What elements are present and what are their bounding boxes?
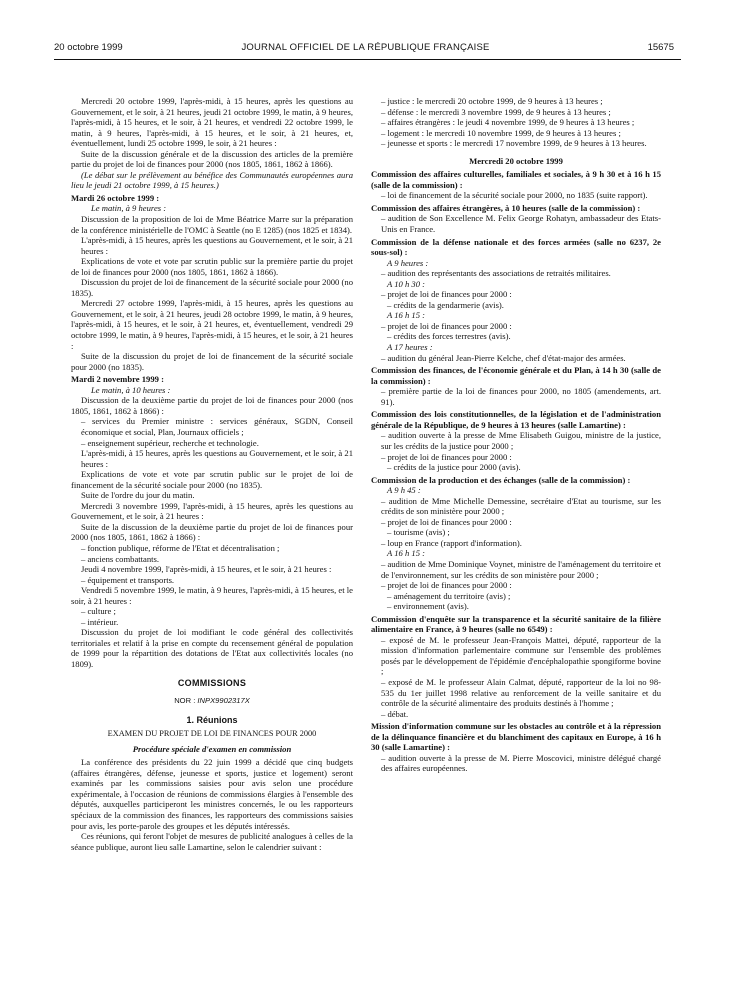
paragraph: Mercredi 27 octobre 1999, l'après-midi, à 15 heures, après les questions au Gouvernement, et le soir, à 21 heures, jeudi 28 octobre 1999, le matin, à 9 heures, l'après-midi, à 15 heures, et le soir, à 21 heures, et, éventuellement, vendredi 29 octobre 1999, le matin, à 9 heures, l'après-midi, à 15 heures, et le soir, à 21 heures : [71,298,353,351]
reunions-title: 1. Réunions [186,714,238,725]
paragraph: Discussion de la proposition de loi de Mme Béatrice Marre sur la préparation de la conférence ministérielle de l'OMC à Seattle (no E 1285) (nos 1825 et 1834). [71,214,353,235]
list-item: – anciens combattants. [81,553,160,564]
time-line: A 17 heures : [387,342,433,353]
paragraph: L'après-midi, à 15 heures, après les questions au Gouvernement, et le soir, à 21 heures : [81,448,353,469]
list-item: – intérieur. [81,616,119,627]
paragraph: Mercredi 20 octobre 1999, l'après-midi, à 15 heures, après les questions au Gouvernement, et le soir, à 21 heures, jeudi 21 octobre 1999, le matin, à 9 heures, l'après-midi, à 15 heures, et le soir, à 21 heures, et vendredi 22 octobre 1999, le matin, à 9 heures, l'après-midi, à 15 heures, et le soir, à 21 heures, et, éventuellement, lundi 25 octobre 1999, le soir, à 21 heures : [71,96,353,149]
agenda-item: – première partie de la loi de finances pour 2000, no 1805 (amendements, art. 91). [381,386,661,407]
agenda-subitem: – tourisme (avis) ; [387,527,450,538]
calendar-item: – affaires étrangères : le jeudi 4 novembre 1999, de 9 heures à 13 heures ; [381,117,635,128]
header-date: 20 octobre 1999 [54,42,123,53]
calendar-item: – défense : le mercredi 3 novembre 1999, de 9 heures à 13 heures ; [381,106,611,117]
paragraph: Suite de la discussion du projet de loi de financement de la sécurité sociale pour 2000 (no 1835). [71,351,353,372]
paragraph: Vendredi 5 novembre 1999, le matin, à 9 heures, l'après-midi, à 15 heures, et le soir, à 21 heures : [71,585,353,606]
page-number: 15675 [647,42,674,53]
list-item: – équipement et transports. [81,574,175,585]
paragraph: Discussion du projet de loi modifiant le code général des collectivités territoriales et relatif à la prise en compte du recensement général de population de 1999 pour la répartition des dotations de l'Etat aux collectivités locales (no 1809). [71,627,353,669]
list-item: – culture ; [81,606,116,617]
list-item: – services du Premier ministre : services généraux, SGDN, Conseil économique et social, Plan, Journaux officiels ; [81,416,353,437]
agenda-item: – projet de loi de finances pour 2000 : [381,516,512,527]
commission-heading: Commission des finances, de l'économie générale et du Plan, à 14 h 30 (salle de la commission) : [371,365,661,386]
paragraph: Jeudi 4 novembre 1999, l'après-midi, à 15 heures, et le soir, à 21 heures : [81,564,332,575]
header-rule [54,59,681,60]
list-item: – enseignement supérieur, recherche et technologie. [81,437,259,448]
examen-title: EXAMEN DU PROJET DE LOI DE FINANCES POUR 2000 [107,729,317,739]
procedure-title: Procédure spéciale d'examen en commission [132,743,292,754]
paragraph: Discussion du projet de loi de financement de la sécurité sociale pour 2000 (no 1835). [71,277,353,298]
nor-code: INPX9902317X [197,696,250,706]
paragraph: Discussion de la deuxième partie du projet de loi de finances pour 2000 (nos 1805, 1861, 1862 à 1866) : [71,395,353,416]
commission-heading: Commission des lois constitutionnelles, de la législation et de l'administration générale de la République, de 9 heures à 13 heures (salle Lamartine) : [371,409,661,430]
agenda-subitem: – environnement (avis). [387,601,469,612]
calendar-item: – jeunesse et sports : le mercredi 17 novembre 1999, de 9 heures à 13 heures. [381,138,647,149]
agenda-item: – audition ouverte à la presse de Mme Elisabeth Guigou, ministre de la justice, sur les crédits de la justice pour 2000 ; [381,430,661,451]
day-heading: Mardi 26 octobre 1999 : [71,192,160,203]
agenda-subitem: – crédits de la gendarmerie (avis). [387,299,504,310]
calendar-item: – logement : le mercredi 10 novembre 1999, de 9 heures à 13 heures ; [381,127,621,138]
commission-heading: Commission de la défense nationale et des forces armées (salle no 6237, 2e sous-sol) : [371,236,661,258]
time-line: Le matin, à 10 heures : [91,384,171,395]
left-column [71,96,353,852]
page-header [0,42,731,56]
paragraph: Suite de la discussion de la deuxième partie du projet de loi de finances pour 2000 (nos 1805, 1861, 1862 à 1866) : [71,521,353,543]
agenda-item: – audition ouverte à la presse de M. Pierre Moscovici, ministre délégué chargé des affaires européennes. [381,752,661,774]
agenda-item: – projet de loi de finances pour 2000 : [381,320,512,331]
agenda-subitem: – aménagement du territoire (avis) ; [387,590,511,601]
agenda-item: – audition de Mme Dominique Voynet, ministre de l'aménagement du territoire et de l'environnement, sur les crédits de son ministère pour 2000 ; [381,558,661,580]
agenda-item: – débat. [381,708,409,719]
day-heading: Mardi 2 novembre 1999 : [71,374,164,385]
calendar-item: – justice : le mercredi 20 octobre 1999, de 9 heures à 13 heures ; [381,96,603,106]
journal-title: JOURNAL OFFICIEL DE LA RÉPUBLIQUE FRANÇAISE [241,42,490,53]
list-item: – fonction publique, réforme de l'Etat et décentralisation ; [81,542,280,553]
paragraph: Mercredi 3 novembre 1999, l'après-midi, à 15 heures, après les questions au Gouvernement, et le soir, à 21 heures : [71,500,353,522]
agenda-item: – loup en France (rapport d'information). [381,537,522,548]
paragraph: Ces réunions, qui feront l'objet de mesures de publicité analogues à celles de la séance publique, auront lieu salle Lamartine, selon le calendrier suivant : [71,831,353,852]
commission-heading: Commission d'enquête sur la transparence et la sécurité sanitaire de la filière alimentaire en France, à 9 heures (salle no 6549) : [371,613,661,635]
agenda-item: – audition de Mme Michelle Demessine, secrétaire d'Etat au tourisme, sur les crédits de son ministère pour 2000 ; [381,495,661,517]
agenda-item: – audition du général Jean-Pierre Kelche, chef d'état-major des armées. [381,352,626,363]
commission-heading: Commission de la production et des échanges (salle de la commission) : [371,474,631,485]
commission-heading: Mission d'information commune sur les obstacles au contrôle et à la répression de la délinquance financière et du blanchiment des capitaux en Europe, à 16 h 30 (salle Lamartine) : [371,721,661,753]
agenda-subitem: – crédits de la justice pour 2000 (avis). [387,462,521,473]
paragraph: Suite de la discussion générale et de la discussion des articles de la première partie du projet de loi de finances pour 2000 (nos 1805, 1861, 1862 à 1866). [71,148,353,170]
nor-label: NOR : [174,696,198,706]
agenda-item: – projet de loi de finances pour 2000 : [381,451,512,462]
time-line: A 16 h 15 : [387,310,426,321]
time-line: A 9 heures : [387,257,429,268]
time-line: A 10 h 30 : [387,278,426,289]
agenda-item: – exposé de M. le professeur Alain Calmat, député, rapporteur de la loi no 98-535 du 1er juillet 1998 relative au renforcement de la veille sanitaire et du contrôle de la sécurité alimentaire des produits destinés à l'homme ; [381,676,661,709]
commissions-title: COMMISSIONS [177,677,247,688]
time-line: A 9 h 45 : [387,485,421,496]
commission-heading: Commission des affaires culturelles, familiales et sociales, à 9 h 30 et à 16 h 15 (salle de la commission) : [371,169,661,190]
time-line: Le matin, à 9 heures : [91,203,167,214]
paragraph: La conférence des présidents du 22 juin 1999 a décidé que cinq budgets (affaires étrangères, défense, jeunesse et sports, justice et logement) seront examinés par les commissions saisies pour avis selon une procédure expérimentale, à l'occasion de réunions de commissions élargies à l'ensemble des députés, auxquelles participeront les ministres concernés, le ou les rapporteurs spéciaux de la commission des finances, les rapporteurs des commissions saisies pour avis, les porte-parole des groupes et les députés intéressés. [71,757,353,831]
agenda-item: – projet de loi de finances pour 2000 : [381,580,512,591]
agenda-item: – audition des représentants des associations de retraités militaires. [381,268,611,279]
date-heading: Mercredi 20 octobre 1999 [469,155,563,166]
paragraph: Explications de vote et vote par scrutin public sur le projet de loi de financement de la sécurité sociale pour 2000 (no 1835). [71,469,353,490]
agenda-item: – audition de Son Excellence M. Felix George Rohatyn, ambassadeur des Etats-Unis en France. [381,213,661,235]
agenda-subitem: – crédits des forces terrestres (avis). [387,331,511,342]
paragraph: Suite de l'ordre du jour du matin. [81,490,195,501]
agenda-item: – exposé de M. le professeur Jean-François Mattei, député, rapporteur de la mission d'information parlementaire commune sur l'ensemble des problèmes posés par le développement de l'épidémie d'encéphalopathie spongiforme bovine ; [381,634,661,677]
agenda-item: – projet de loi de finances pour 2000 : [381,289,512,300]
paragraph: L'après-midi, à 15 heures, après les questions au Gouvernement, et le soir, à 21 heures : [81,235,353,256]
paragraph: (Le débat sur le prélèvement au bénéfice des Communautés européennes aura lieu le jeudi 21 octobre 1999, à 15 heures.) [71,169,353,191]
paragraph: Explications de vote et vote par scrutin public sur la première partie du projet de loi de finances pour 2000 (nos 1805, 1861, 1862 à 1866). [71,256,353,277]
time-line: A 16 h 15 : [387,548,426,559]
right-column [371,96,661,774]
commission-heading: Commission des affaires étrangères, à 10 heures (salle de la commission) : [371,202,641,213]
nor-line [71,696,353,707]
agenda-item: – loi de financement de la sécurité sociale pour 2000, no 1835 (suite rapport). [381,190,648,201]
